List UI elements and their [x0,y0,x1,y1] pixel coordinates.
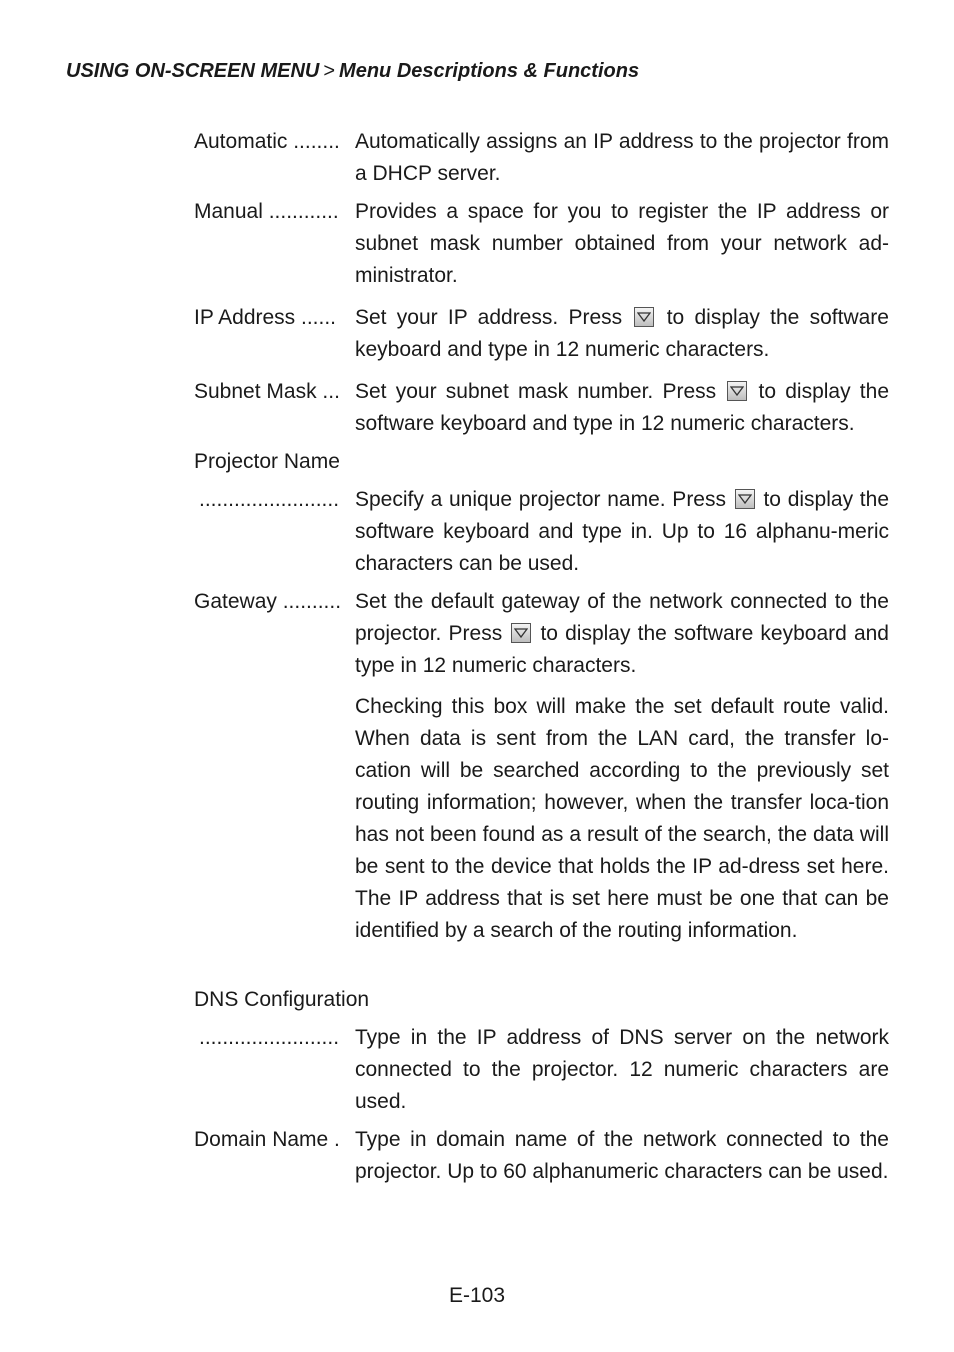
header-section: USING ON-SCREEN MENU [66,60,320,82]
term-dns: ........................ [199,1026,340,1049]
entry-ip-address [194,302,889,366]
term-domain-name: Domain Name . [194,1128,340,1151]
dropdown-arrow-icon [727,381,747,401]
desc-ip-address-before: Set your IP address. Press [355,306,623,329]
entry-dns [194,1022,889,1118]
desc-projector-name [355,484,889,580]
label-projector-name: Projector Name [194,450,340,473]
dropdown-arrow-icon [511,623,531,643]
dropdown-arrow-icon [634,307,654,327]
header-separator: > [323,60,336,82]
dropdown-arrow-icon [735,489,755,509]
term-automatic: Automatic ........ [194,130,340,153]
entry-gateway [194,586,889,682]
desc-gateway [355,586,889,682]
desc-ip-address-after: to display the software keyboard and type in 12 numeric characters. [355,306,889,361]
desc-subnet-mask-before: Set your subnet mask number. Press [355,380,717,403]
desc-automatic: Automatically assigns an IP address to the projector from a DHCP server. [355,130,889,185]
desc-ip-address [355,302,889,366]
desc-projector-name-after: to display the software keyboard and type in. Up to 16 alphanu-meric characters can be used. [355,488,889,575]
term-gateway: Gateway .......... [194,590,342,613]
desc-dns: Type in the IP address of DNS server on the network connected to the projector. 12 numeric characters are used. [355,1026,889,1113]
desc-manual: Provides a space for you to register the IP address or subnet mask number obtained from your network ad-ministrator. [355,200,889,287]
entry-manual [194,196,889,292]
entry-automatic [194,126,889,190]
page-number: E-103 [448,1284,506,1307]
entry-projector-name [194,484,889,580]
desc-domain-name: Type in domain name of the network connected to the projector. Up to 60 alphanumeric characters can be used. [355,1128,889,1183]
header-subsection: Menu Descriptions & Functions [339,60,640,82]
desc-subnet-mask-after: to display the software keyboard and type in 12 numeric characters. [355,380,889,435]
term-subnet-mask: Subnet Mask ... [194,380,340,403]
term-projector-name: ........................ [199,488,340,511]
entry-subnet-mask [194,376,889,440]
desc-gateway-note: Checking this box will make the set default route valid. When data is sent from the LAN card, the transfer lo-cation will be searched according to the previously set routing information; however, when the transfer loca-tion has not been found as a result of the search, the data will be sent to the device that holds the IP ad-dress set here. The IP address that is set here must be one that can be identified by a search of the routing information. [355,695,889,942]
label-dns-configuration: DNS Configuration [194,988,370,1011]
desc-subnet-mask [355,376,889,440]
page-header [66,60,639,83]
desc-gateway-after: to display the software keyboard and type in 12 numeric characters. [355,622,889,677]
desc-projector-name-before: Specify a unique projector name. Press [355,488,726,511]
entry-domain-name [194,1124,889,1188]
term-ip-address: IP Address ...... [194,306,337,329]
term-manual: Manual ............ [194,200,339,223]
desc-gateway-before: Set the default gateway of the network connected to the projector. Press [355,590,889,645]
